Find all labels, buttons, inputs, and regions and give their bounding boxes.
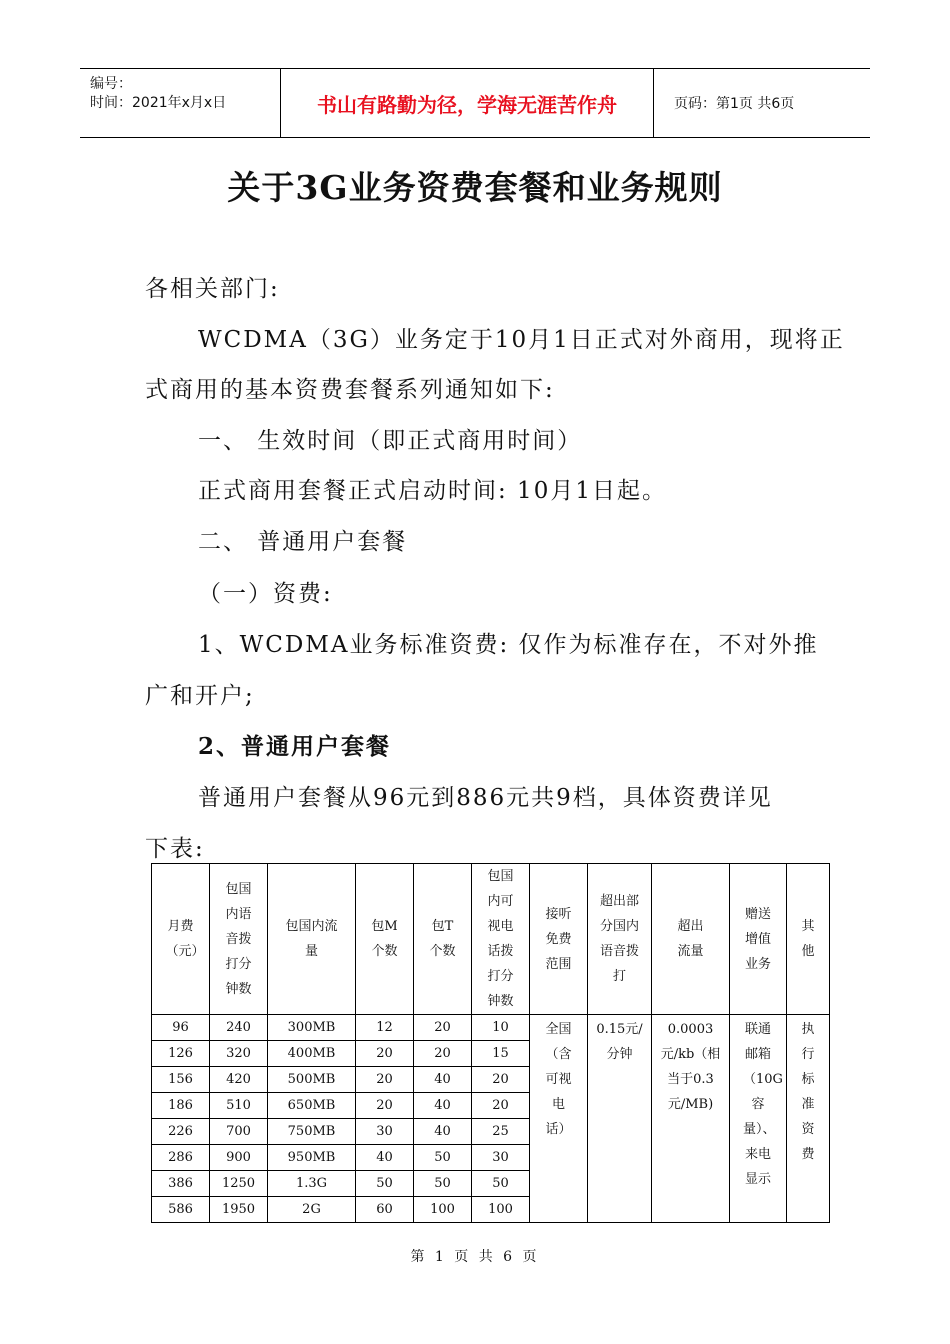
table-cell: 30 — [472, 1145, 530, 1171]
table-cell: 100 — [472, 1197, 530, 1223]
table-cell: 50 — [414, 1145, 472, 1171]
other-cell: 执行标准资费 — [787, 1015, 830, 1223]
paragraph-line: 正式商用套餐正式启动时间: 10月1日起。 — [198, 478, 667, 504]
paragraph-line: WCDMA（3G）业务定于10月1日正式对外商用，现将正 — [198, 327, 845, 353]
header-page — [664, 69, 870, 137]
paragraph-line: 式商用的基本资费套餐系列通知如下: — [145, 377, 555, 403]
table-cell: 10 — [472, 1015, 530, 1041]
header-cell: 其他 — [787, 864, 830, 1015]
table-cell: 300MB — [268, 1015, 356, 1041]
table-cell: 386 — [152, 1171, 210, 1197]
table-cell: 25 — [472, 1119, 530, 1145]
table-cell: 1950 — [210, 1197, 268, 1223]
table-cell: 750MB — [268, 1119, 356, 1145]
table-cell: 50 — [414, 1171, 472, 1197]
table-cell: 900 — [210, 1145, 268, 1171]
table-cell: 1250 — [210, 1171, 268, 1197]
bonus-cell: 联通邮箱（10G容量）、来电显示 — [730, 1015, 787, 1223]
table-cell: 12 — [356, 1015, 414, 1041]
header-cell: 赠送增值业务 — [730, 864, 787, 1015]
table-cell: 500MB — [268, 1067, 356, 1093]
number-label: 编号： — [90, 76, 132, 92]
header-cell: 超出部分国内语音拨打 — [588, 864, 652, 1015]
header-cell: 月费（元） — [152, 864, 210, 1015]
header-cell: 超出流量 — [652, 864, 730, 1015]
paragraph-line: 下表: — [145, 836, 205, 862]
document-title: 关于3G业务资费套餐和业务规则 — [227, 168, 723, 207]
table-cell: 20 — [356, 1041, 414, 1067]
table-cell: 40 — [356, 1145, 414, 1171]
table-cell: 320 — [210, 1041, 268, 1067]
header-cell: 包国内流量 — [268, 864, 356, 1015]
table-cell: 96 — [152, 1015, 210, 1041]
table-cell: 50 — [472, 1171, 530, 1197]
table-cell: 700 — [210, 1119, 268, 1145]
table-cell: 30 — [356, 1119, 414, 1145]
subsection-heading: （一）资费: — [198, 581, 333, 607]
table-cell: 650MB — [268, 1093, 356, 1119]
page-header — [80, 68, 870, 138]
paragraph-line: 普通用户套餐从96元到886元共9档，具体资费详见 — [198, 785, 773, 811]
paragraph-line: 广和开户; — [145, 683, 255, 709]
table-cell: 156 — [152, 1067, 210, 1093]
table-cell: 1.3G — [268, 1171, 356, 1197]
header-meta — [80, 69, 281, 137]
table-cell: 186 — [152, 1093, 210, 1119]
fee-table — [151, 863, 830, 1223]
table-row — [152, 1015, 830, 1041]
table-cell: 60 — [356, 1197, 414, 1223]
header-cell: 包国内可视电话拨打分钟数 — [472, 864, 530, 1015]
table-header-row — [152, 864, 830, 1015]
table-cell: 20 — [414, 1041, 472, 1067]
header-cell: 包T个数 — [414, 864, 472, 1015]
table-cell: 15 — [472, 1041, 530, 1067]
table-cell: 20 — [356, 1093, 414, 1119]
date-label: 时间：2021年x月x日 — [90, 95, 227, 111]
table-cell: 126 — [152, 1041, 210, 1067]
header-motto: 书山有路勤为径，学海无涯苦作舟 — [281, 69, 654, 137]
table-cell: 50 — [356, 1171, 414, 1197]
table-cell: 240 — [210, 1015, 268, 1041]
page-footer: 第 1 页 共 6 页 — [410, 1249, 540, 1265]
table-cell: 20 — [472, 1067, 530, 1093]
table-cell: 586 — [152, 1197, 210, 1223]
section-heading: 一、 生效时间（即正式商用时间） — [198, 428, 583, 454]
extra-voice-cell: 0.15元/分钟 — [588, 1015, 652, 1223]
table-cell: 100 — [414, 1197, 472, 1223]
header-cell: 包国内语音拨打分钟数 — [210, 864, 268, 1015]
section-heading: 二、 普通用户套餐 — [198, 529, 408, 555]
table-cell: 20 — [356, 1067, 414, 1093]
table-cell: 400MB — [268, 1041, 356, 1067]
table-cell: 420 — [210, 1067, 268, 1093]
paragraph-line: 1、WCDMA业务标准资费: 仅作为标准存在，不对外推 — [198, 632, 819, 658]
header-cell: 接听免费范围 — [530, 864, 588, 1015]
extra-data-cell: 0.0003元/kb（相当于0.3元/MB) — [652, 1015, 730, 1223]
header-cell: 包M个数 — [356, 864, 414, 1015]
table-cell: 20 — [414, 1015, 472, 1041]
free-range-cell: 全国（含可视电话） — [530, 1015, 588, 1223]
table-cell: 510 — [210, 1093, 268, 1119]
table-cell: 40 — [414, 1119, 472, 1145]
page-label: 页码：第1页 共6页 — [674, 96, 795, 112]
table-cell: 2G — [268, 1197, 356, 1223]
table-cell: 40 — [414, 1067, 472, 1093]
table-cell: 20 — [472, 1093, 530, 1119]
subsection-heading: 2、普通用户套餐 — [198, 733, 392, 760]
paragraph-line: 各相关部门: — [145, 276, 280, 302]
table-cell: 286 — [152, 1145, 210, 1171]
table-cell: 950MB — [268, 1145, 356, 1171]
table-cell: 40 — [414, 1093, 472, 1119]
table-cell: 226 — [152, 1119, 210, 1145]
